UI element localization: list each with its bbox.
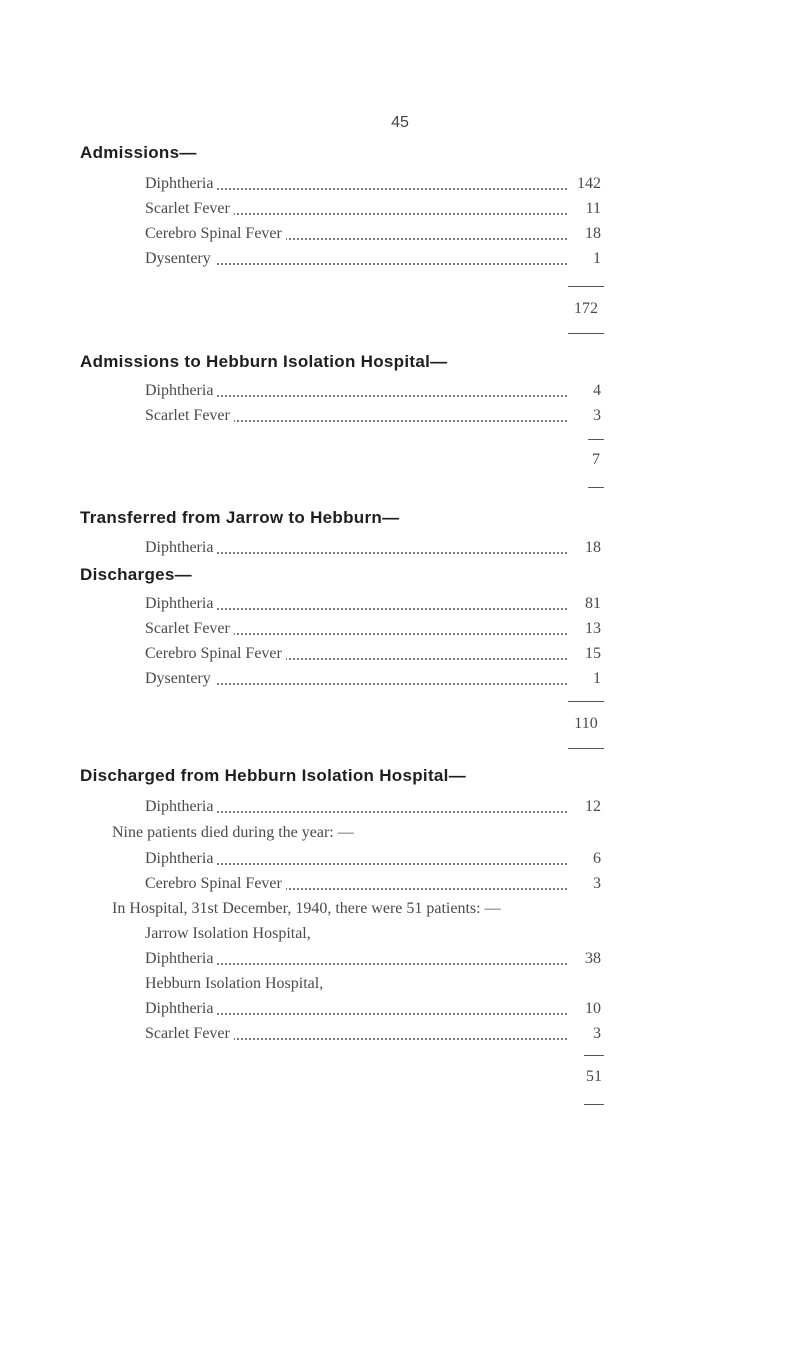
admissions-row-diphtheria [145,173,601,195]
deaths-row-diphtheria [145,848,601,870]
sum-rule [588,487,604,488]
row-label: Diphtheria [145,796,217,818]
hebburn-admissions-heading: Admissions to Hebburn Isolation Hospital— [80,352,448,371]
row-label: Scarlet Fever [145,1023,234,1045]
row-value: 6 [571,848,601,870]
row-label: Diphtheria [145,848,217,870]
in-hospital-intro: In Hospital, 31st December, 1940, there were 51 patients: — [112,900,501,917]
hebburn-hospital-label: Hebburn Isolation Hospital, [145,975,324,992]
row-label: Dysentery [145,248,215,270]
hebburn-discharged-row-diphtheria [145,796,601,818]
sum-rule [568,286,604,287]
row-label: Scarlet Fever [145,618,234,640]
transferred-row-diphtheria [145,537,601,559]
row-value: 142 [571,173,601,195]
row-value: 1 [571,248,601,270]
admissions-total: 172 [574,300,598,317]
sum-rule [568,333,604,334]
jarrow-row-diphtheria [145,948,601,970]
jarrow-hospital-label: Jarrow Isolation Hospital, [145,925,311,942]
discharges-row-dysentery [145,668,601,690]
sum-rule [584,1104,604,1105]
hebburn-admissions-total: 7 [592,451,600,468]
transferred-heading: Transferred from Jarrow to Hebburn— [80,508,400,527]
row-label: Dysentery [145,668,215,690]
row-value: 18 [571,537,601,559]
row-value: 4 [571,380,601,402]
row-label: Cerebro Spinal Fever [145,643,286,665]
hebburn-row-diphtheria [145,998,601,1020]
row-label: Diphtheria [145,173,217,195]
row-label: Diphtheria [145,380,217,402]
sum-rule [568,748,604,749]
admissions-row-scarlet-fever [145,198,601,220]
sum-rule [588,439,604,440]
discharges-row-diphtheria [145,593,601,615]
page-number: 45 [391,114,409,131]
hebburn-admissions-row-scarlet-fever [145,405,601,427]
discharges-row-cerebro-spinal-fever [145,643,601,665]
admissions-row-cerebro-spinal-fever [145,223,601,245]
row-label: Diphtheria [145,948,217,970]
admissions-heading: Admissions— [80,143,197,162]
row-value: 38 [571,948,601,970]
row-value: 1 [571,668,601,690]
discharges-row-scarlet-fever [145,618,601,640]
row-value: 15 [571,643,601,665]
row-value: 3 [571,405,601,427]
row-label: Diphtheria [145,537,217,559]
row-value: 3 [571,873,601,895]
admissions-row-dysentery [145,248,601,270]
hebburn-discharged-heading: Discharged from Hebburn Isolation Hospital— [80,766,466,785]
discharges-total: 110 [574,715,598,732]
row-value: 13 [571,618,601,640]
discharges-heading: Discharges— [80,565,192,584]
row-value: 11 [571,198,601,220]
row-label: Scarlet Fever [145,405,234,427]
row-value: 81 [571,593,601,615]
sum-rule [568,701,604,702]
hebburn-admissions-row-diphtheria [145,380,601,402]
sum-rule [584,1055,604,1056]
deaths-intro: Nine patients died during the year: — [112,824,354,841]
row-label: Scarlet Fever [145,198,234,220]
deaths-row-cerebro-spinal-fever [145,873,601,895]
row-value: 10 [571,998,601,1020]
hebburn-row-scarlet-fever [145,1023,601,1045]
row-value: 18 [571,223,601,245]
row-label: Cerebro Spinal Fever [145,223,286,245]
row-label: Diphtheria [145,998,217,1020]
in-hospital-total: 51 [586,1068,602,1085]
row-label: Diphtheria [145,593,217,615]
row-value: 3 [571,1023,601,1045]
row-label: Cerebro Spinal Fever [145,873,286,895]
row-value: 12 [571,796,601,818]
